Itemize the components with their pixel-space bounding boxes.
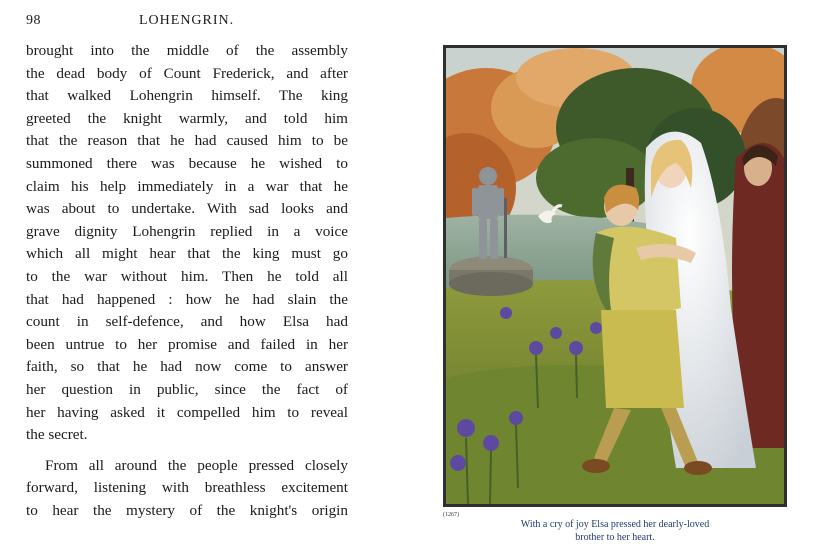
caption-line: brother to her heart. — [575, 532, 655, 543]
text-line: greeted the knight warmly, and told him — [26, 109, 348, 127]
text-line: that the reason that he had caused him to be — [26, 132, 348, 150]
text-line: faith, so that he had now come to answer — [26, 358, 348, 376]
caption-line: With a cry of joy Elsa pressed her dearly-loved — [520, 519, 710, 530]
text-line: which all might hear that the king must go — [26, 245, 348, 263]
text-line: been untrue to her promise and failed in her — [26, 335, 348, 353]
body-text — [26, 40, 348, 522]
text-line: was about to undertake. With sad looks and — [26, 200, 348, 218]
text-line: her question in public, since the fact of — [26, 380, 348, 398]
text-line: forward, listening with breathless excitement — [26, 479, 348, 497]
illustration-frame — [443, 45, 787, 507]
illustration-artwork — [446, 48, 784, 504]
illustration-caption — [443, 518, 787, 544]
text-line: the dead body of Count Frederick, and after — [26, 64, 348, 82]
text-line: that had happened : how he had slain the — [26, 290, 348, 308]
text-line: to hear the mystery of the knight's origin — [26, 501, 348, 519]
illustration — [446, 48, 784, 504]
text-line: the secret. — [26, 426, 88, 444]
text-line: her having asked it compelled him to reveal — [26, 403, 348, 421]
text-line: summoned there was because he wished to — [26, 154, 348, 172]
text-line: to the war without him. Then he told all — [26, 267, 348, 285]
running-head: LOHENGRIN. — [139, 13, 235, 28]
text-line: grave dignity Lohengrin replied in a voice — [26, 222, 348, 240]
text-line: that walked Lohengrin himself. The king — [26, 87, 348, 105]
page-number: 98 — [26, 13, 41, 28]
text-line: From all around the people pressed closely — [45, 456, 348, 474]
text-line: count in self-defence, and how Elsa had — [26, 313, 348, 331]
right-page — [420, 0, 817, 551]
text-line: claim his help immediately in a war that he — [26, 177, 348, 195]
text-line: brought into the middle of the assembly — [26, 42, 348, 59]
paragraph-gap — [26, 447, 348, 455]
plate-number: (1267) — [443, 512, 459, 518]
